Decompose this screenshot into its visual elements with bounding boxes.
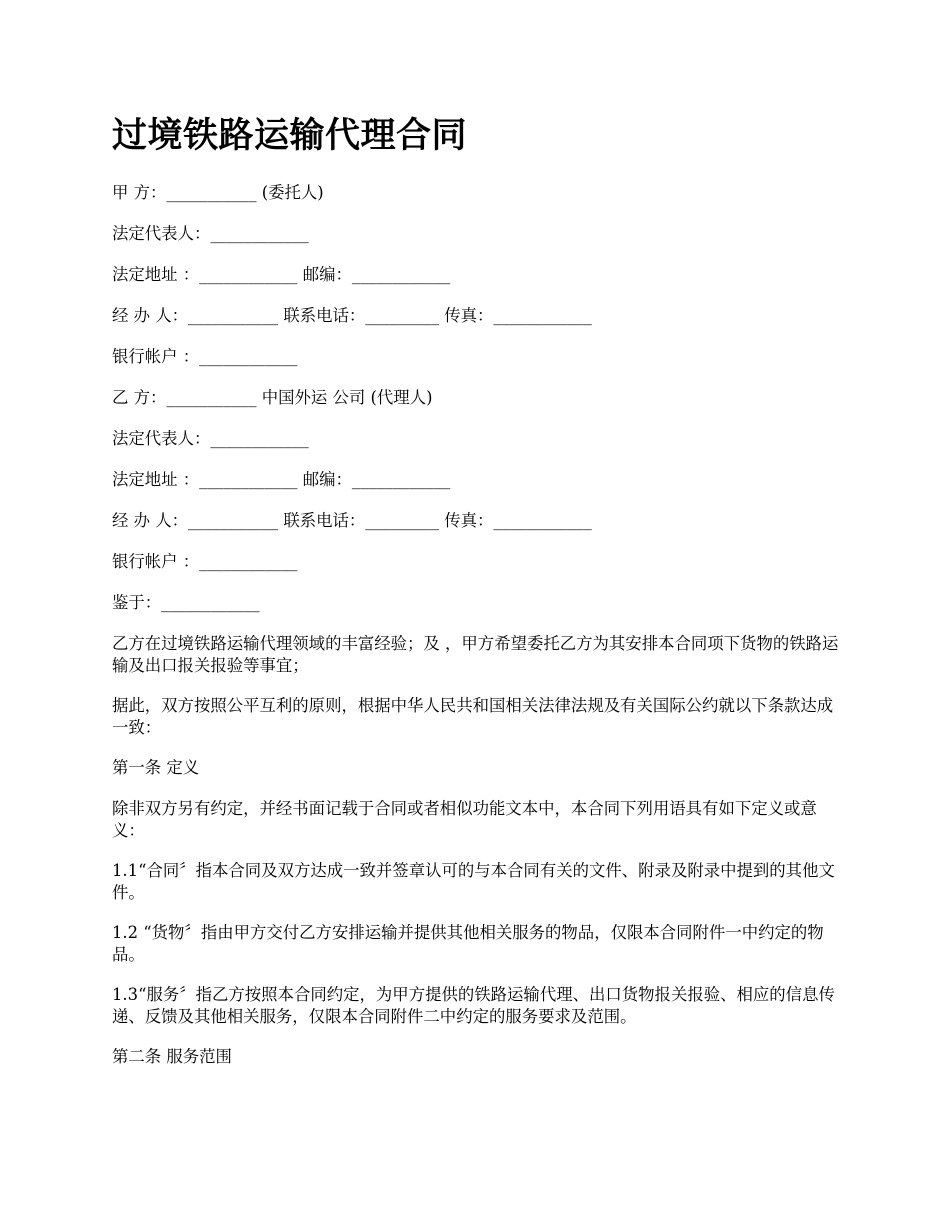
definition-1-2: 1.2 “货物〞指由甲方交付乙方安排运输并提供其他相关服务的物品，仅限本合同附件一中约定的物品。 xyxy=(112,923,824,964)
party-a-line: 甲 方：___________ (委托人) xyxy=(112,183,324,202)
party-a-address: 法定地址 ：____________ 邮编：____________ xyxy=(112,265,451,284)
article-1-heading: 第一条 定义 xyxy=(112,758,200,777)
party-b-legal-representative: 法定代表人：____________ xyxy=(112,429,309,448)
party-b-bank-account: 银行帐户 ：____________ xyxy=(112,552,298,571)
definitions-intro: 除非双方另有约定，并经书面记载于合同或者相似功能文本中，本合同下列用语具有如下定义或意义： xyxy=(112,799,817,840)
party-a-bank-account: 银行帐户 ：____________ xyxy=(112,347,298,366)
document-title: 过境铁路运输代理合同 xyxy=(112,116,468,156)
agreement-paragraph: 据此，双方按照公平互利的原则，根据中华人民共和国相关法律法规及有关国际公约就以下条款达成一致： xyxy=(112,696,834,737)
party-b-address: 法定地址 ：____________ 邮编：____________ xyxy=(112,470,451,489)
party-a-contact: 经 办 人：___________ 联系电话：_________ 传真：____________ xyxy=(112,306,592,325)
whereas-paragraph: 乙方在过境铁路运输代理领域的丰富经验；及 ，甲方希望委托乙方为其安排本合同项下货物的铁路运输及出口报关报验等事宜； xyxy=(112,634,839,675)
article-2-heading: 第二条 服务范围 xyxy=(112,1047,232,1066)
party-b-line: 乙 方：___________ 中国外运 公司 (代理人) xyxy=(112,388,433,407)
definition-1-3: 1.3“服务〞指乙方按照本合同约定，为甲方提供的铁路运输代理、出口货物报关报验、相应的信息传递、反馈及其他相关服务，仅限本合同附件二中约定的服务要求及范围。 xyxy=(112,985,835,1026)
definition-1-1: 1.1“合同〞指本合同及双方达成一致并签章认可的与本合同有关的文件、附录及附录中提到的其他文件。 xyxy=(112,861,835,902)
whereas-line: 鉴于：____________ xyxy=(112,593,260,612)
party-b-contact: 经 办 人：___________ 联系电话：_________ 传真：____________ xyxy=(112,511,592,530)
party-a-legal-representative: 法定代表人：____________ xyxy=(112,224,309,243)
document-page xyxy=(112,112,842,1087)
